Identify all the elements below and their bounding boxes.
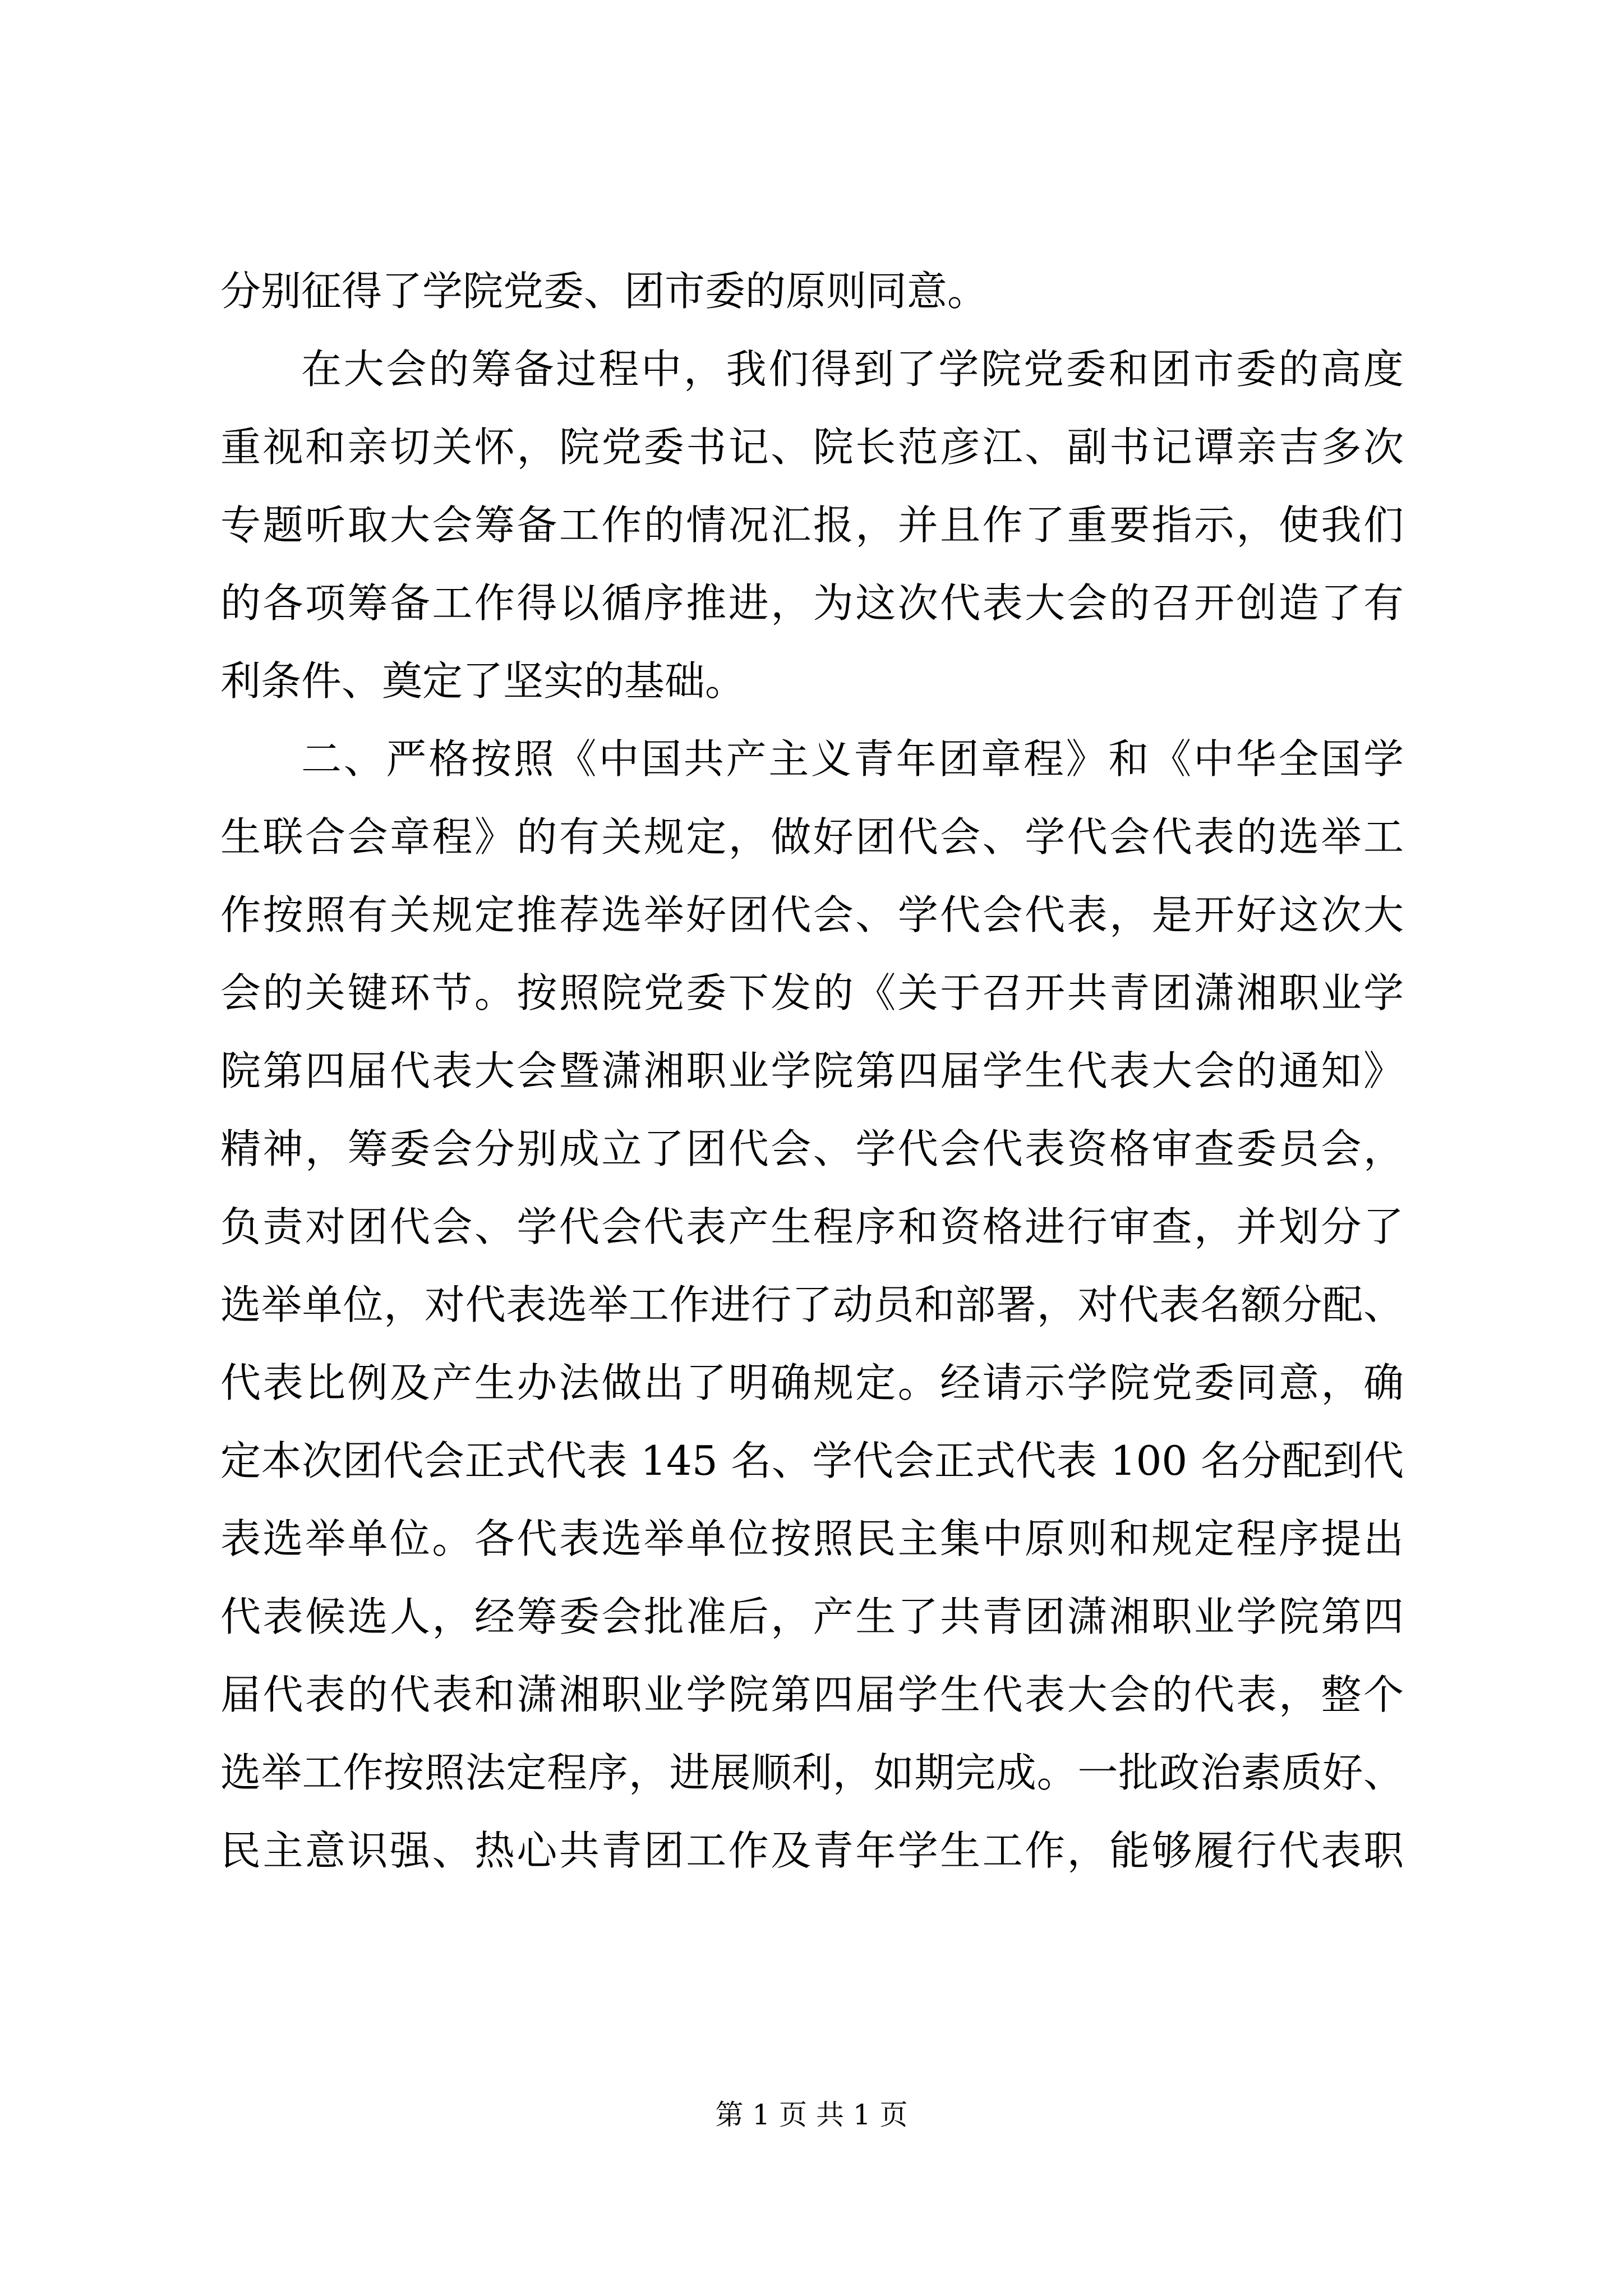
text-line: 利条件、奠定了坚实的基础。 — [220, 657, 746, 705]
text-line: 的各项筹备工作得以循序推进，为这次代表大会的召开创造了有 — [220, 579, 1404, 627]
text-line: 民主意识强、热心共青团工作及青年学生工作，能够履行代表职 — [220, 1827, 1404, 1874]
text-line: 选举工作按照法定程序，进展顺利，如期完成。一批政治素质好、 — [220, 1749, 1404, 1796]
text-line: 生联合会章程》的有关规定，做好团代会、学代会代表的选举工 — [220, 813, 1404, 861]
paragraph-start-line: 二、严格按照《中国共产主义青年团章程》和《中华全国学 — [301, 735, 1404, 783]
page-number-footer: 第 1 页 共 1 页 — [715, 2099, 908, 2131]
text-line: 会的关键环节。按照院党委下发的《关于召开共青团潇湘职业学 — [220, 969, 1404, 1016]
text-line: 表选举单位。各代表选举单位按照民主集中原则和规定程序提出 — [220, 1515, 1404, 1562]
document-body — [220, 252, 1404, 1890]
text-line: 代表候选人，经筹委会批准后，产生了共青团潇湘职业学院第四 — [220, 1593, 1404, 1640]
paragraph-start-line: 在大会的筹备过程中，我们得到了学院党委和团市委的高度 — [301, 346, 1404, 393]
text-line: 院第四届代表大会暨潇湘职业学院第四届学生代表大会的通知》 — [220, 1047, 1404, 1094]
text-line: 重视和亲切关怀，院党委书记、院长范彦江、副书记谭亲吉多次 — [220, 424, 1404, 471]
text-line: 作按照有关规定推荐选举好团代会、学代会代表，是开好这次大 — [220, 891, 1404, 938]
text-line: 定本次团代会正式代表 145 名、学代会正式代表 100 名分配到代 — [220, 1437, 1404, 1484]
text-line: 专题听取大会筹备工作的情况汇报，并且作了重要指示，使我们 — [220, 501, 1404, 549]
text-line: 代表比例及产生办法做出了明确规定。经请示学院党委同意，确 — [220, 1359, 1404, 1406]
text-line: 负责对团代会、学代会代表产生程序和资格进行审查，并划分了 — [220, 1203, 1404, 1250]
text-line: 分别征得了学院党委、团市委的原则同意。 — [220, 268, 988, 315]
text-line: 选举单位，对代表选举工作进行了动员和部署，对代表名额分配、 — [220, 1281, 1404, 1328]
text-line: 届代表的代表和潇湘职业学院第四届学生代表大会的代表，整个 — [220, 1671, 1404, 1718]
text-line: 精神，筹委会分别成立了团代会、学代会代表资格审查委员会， — [220, 1125, 1404, 1172]
